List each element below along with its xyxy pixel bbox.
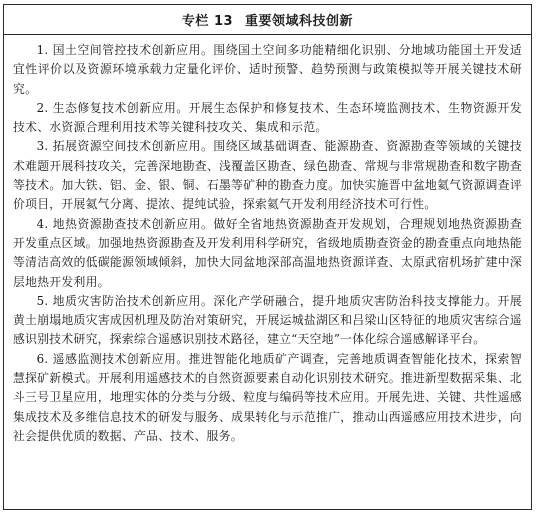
item-paragraph: 5. 地质灾害防治技术创新应用。深化产学研融合，提升地质灾害防治科技支撑能力。开展黄土崩塌地质灾害成因机理及防治对策研究，开展运城盐湖区和吕梁山区特征的地质灾害综合遥感识别技术研究，探索综合遥感识别技术路径，建立“天空地”一体化综合遥感解译平台。 bbox=[13, 293, 522, 347]
item-paragraph: 4. 地热资源勘查技术创新应用。做好全省地热资源勘查开发规划，合理规划地热资源勘查开发重点区域。加强地热资源勘查及开发利用科学研究，省级地质勘查资金的勘查重点向地热能等清洁高效的低碳能源领域倾斜，加快大同盆地深部高温地热资源详查、太原武宿机场扩建中深层地热开发利用。 bbox=[13, 216, 522, 289]
item-paragraph: 2. 生态修复技术创新应用。开展生态保护和修复技术、生态环境监测技术、生物资源开发技术、水资源合理利用技术等关键科技攻关、集成和示范。 bbox=[13, 100, 522, 135]
column-title: 重要领域科技创新 bbox=[245, 14, 354, 29]
item-paragraph: 3. 拓展资源空间技术创新应用。围绕区域基础调查、能源勘查、资源勘查等领域的关键技术难题开展科技攻关，完善深地勘查、浅覆盖区勘查、绿色勘查、常规与非常规勘查和数字勘查等技术。加大铁、铝、金、银、铜、石墨等矿种的勘查力度。加快实施晋中盆地氦气资源调查评价项目，开展氦气分离、提浓、提纯试验，探索氦气开发利用经济技术可行性。 bbox=[13, 139, 522, 212]
column-box bbox=[3, 4, 532, 510]
column-header bbox=[4, 5, 531, 35]
item-paragraph: 1. 国土空间管控技术创新应用。围绕国土空间多功能精细化识别、分地域功能国土开发适宜性评价以及资源环境承载力定量化评价、适时预警、趋势预测与政策模拟等开展关键技术研究。 bbox=[13, 43, 522, 96]
column-body bbox=[4, 35, 531, 446]
column-label: 专栏 13 bbox=[181, 14, 234, 29]
item-paragraph: 6. 遥感监测技术创新应用。推进智能化地质矿产调查，完善地质调查智能化技术，探索智慧探矿新模式。开展利用遥感技术的自然资源要素自动化识别技术研究。推进新型数据采集、北斗三号卫星应用，地理实体的分类与分级、粒度与编码等技术应用。开展先进、关键、共性遥感集成技术及多维信息技术的研发与服务、成果转化与示范推广，推动山西遥感应用技术进步，向社会提供优质的数据、产品、技术、服务。 bbox=[13, 351, 522, 443]
